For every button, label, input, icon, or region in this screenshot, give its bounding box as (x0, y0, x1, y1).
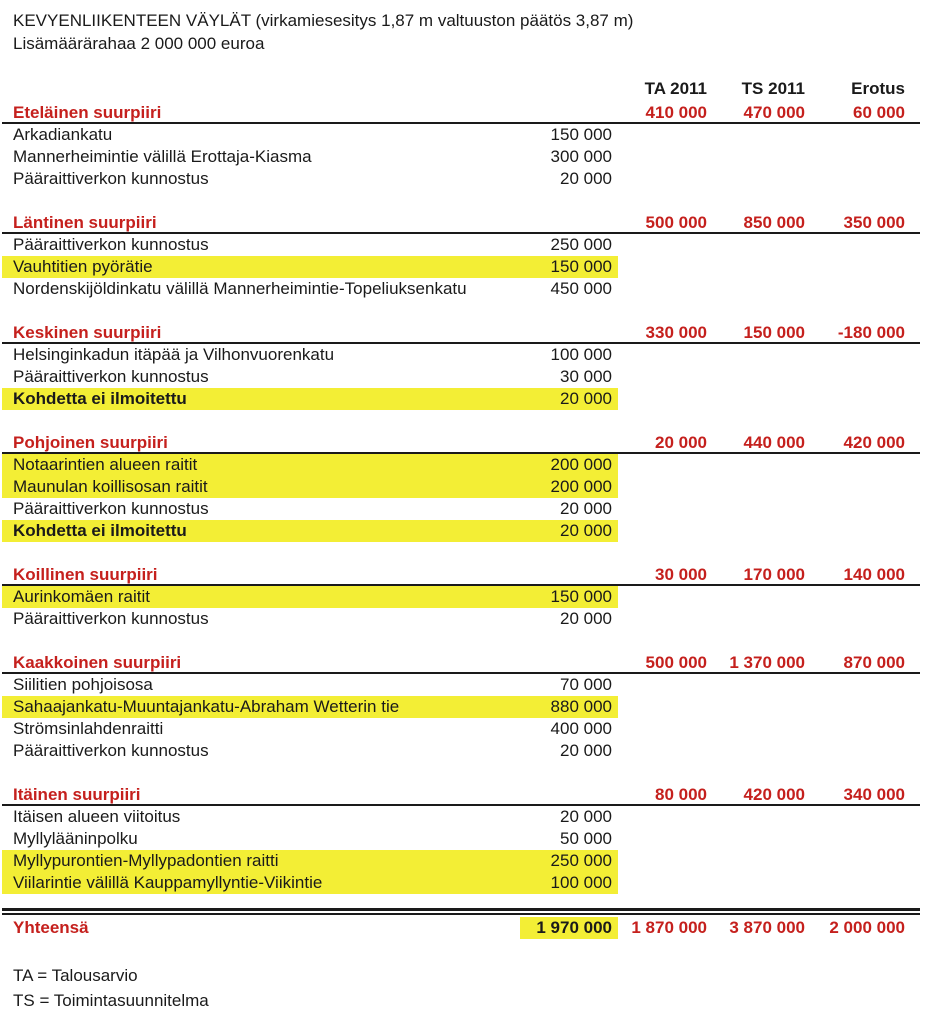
section-header-row (2, 322, 920, 344)
project-amount: 400 000 (550, 719, 612, 738)
project-row (2, 366, 920, 388)
section-ts-value: 170 000 (743, 565, 805, 584)
column-header-row (2, 78, 920, 100)
project-row (2, 124, 920, 146)
section-erotus-value: 60 000 (853, 103, 905, 122)
section-ta-value: 80 000 (655, 785, 707, 804)
section-erotus-value: 340 000 (843, 785, 905, 804)
project-row (2, 718, 920, 740)
section-header-row (2, 652, 920, 674)
section-erotus-value: 870 000 (843, 653, 905, 672)
project-row (2, 256, 920, 278)
section-ta-value: 410 000 (645, 103, 707, 122)
project-amount: 250 000 (550, 235, 612, 254)
section-name: Läntinen suurpiiri (13, 213, 157, 232)
project-row (2, 520, 920, 542)
project-row (2, 476, 920, 498)
project-row (2, 168, 920, 190)
project-amount: 20 000 (520, 520, 618, 542)
project-row (2, 388, 920, 410)
project-name: Arkadiankatu (13, 125, 113, 144)
total-ts-value: 3 870 000 (729, 918, 805, 937)
project-row (2, 344, 920, 366)
project-name: Pääraittiverkon kunnostus (13, 169, 209, 188)
section-ta-value: 330 000 (645, 323, 707, 342)
section-ts-value: 420 000 (743, 785, 805, 804)
section-header-row (2, 102, 920, 124)
project-row (2, 696, 920, 718)
project-name: Helsinginkadun itäpää ja Vilhonvuorenkatu (13, 345, 335, 364)
district-section (2, 212, 920, 300)
section-name: Kaakkoinen suurpiiri (13, 653, 182, 672)
document-subtitle: Lisämäärärahaa 2 000 000 euroa (13, 34, 265, 53)
project-name: Pääraittiverkon kunnostus (13, 499, 209, 518)
project-name: Strömsinlahdenraitti (13, 719, 164, 738)
project-row (2, 828, 920, 850)
total-separator-rule (2, 908, 920, 915)
total-erotus-value: 2 000 000 (829, 918, 905, 937)
section-ts-value: 470 000 (743, 103, 805, 122)
project-name: Aurinkomäen raitit (2, 586, 520, 608)
footnote-ta: TA = Talousarvio (13, 966, 138, 985)
project-name: Pääraittiverkon kunnostus (13, 741, 209, 760)
project-row (2, 740, 920, 762)
section-name: Pohjoinen suurpiiri (13, 433, 168, 452)
project-amount: 20 000 (560, 609, 612, 628)
project-amount: 50 000 (560, 829, 612, 848)
project-row (2, 674, 920, 696)
document-title: KEVYENLIIKENTEEN VÄYLÄT (virkamiesesitys 1,87 m valtuuston päätös 3,87 m) (13, 11, 634, 30)
project-name: Notaarintien alueen raitit (2, 454, 520, 476)
project-amount: 20 000 (560, 169, 612, 188)
district-section (2, 784, 920, 894)
project-amount: 20 000 (520, 388, 618, 410)
project-amount: 880 000 (520, 696, 618, 718)
total-ta-value: 1 870 000 (631, 918, 707, 937)
project-name: Kohdetta ei ilmoitettu (2, 520, 520, 542)
project-name: Sahaajankatu-Muuntajankatu-Abraham Wetterin tie (2, 696, 520, 718)
section-header-row (2, 564, 920, 586)
section-name: Koillinen suurpiiri (13, 565, 158, 584)
section-ts-value: 850 000 (743, 213, 805, 232)
project-row (2, 278, 920, 300)
project-amount: 30 000 (560, 367, 612, 386)
project-row (2, 608, 920, 630)
district-section (2, 564, 920, 630)
project-amount: 20 000 (560, 807, 612, 826)
district-section (2, 322, 920, 410)
project-row (2, 586, 920, 608)
project-name: Viilarintie välillä Kauppamyllyntie-Viikintie (2, 872, 520, 894)
section-ts-value: 1 370 000 (729, 653, 805, 672)
project-amount: 150 000 (520, 586, 618, 608)
project-amount: 150 000 (550, 125, 612, 144)
project-amount: 450 000 (550, 279, 612, 298)
district-section (2, 102, 920, 190)
project-name: Pääraittiverkon kunnostus (13, 235, 209, 254)
section-name: Keskinen suurpiiri (13, 323, 162, 342)
column-header-ts: TS 2011 (741, 79, 805, 98)
project-name: Kohdetta ei ilmoitettu (2, 388, 520, 410)
section-erotus-value: 140 000 (843, 565, 905, 584)
project-name: Siilitien pohjoisosa (13, 675, 153, 694)
sections-container (2, 102, 920, 894)
project-amount: 150 000 (520, 256, 618, 278)
project-row (2, 872, 920, 894)
project-name: Myllylääninpolku (13, 829, 138, 848)
footnote-ts: TS = Toimintasuunnitelma (13, 991, 209, 1010)
column-header-ta: TA 2011 (644, 79, 707, 98)
project-amount: 20 000 (560, 499, 612, 518)
project-amount: 250 000 (520, 850, 618, 872)
section-header-row (2, 432, 920, 454)
project-row (2, 454, 920, 476)
total-highlighted-amount: 1 970 000 (520, 917, 618, 939)
section-ta-value: 30 000 (655, 565, 707, 584)
section-erotus-value: 350 000 (843, 213, 905, 232)
project-name: Maunulan koillisosan raitit (2, 476, 520, 498)
project-row (2, 806, 920, 828)
project-amount: 200 000 (520, 476, 618, 498)
project-row (2, 146, 920, 168)
project-name: Itäisen alueen viitoitus (13, 807, 181, 826)
section-erotus-value: -180 000 (837, 323, 905, 342)
project-name: Nordenskijöldinkatu välillä Mannerheimintie-Topeliuksenkatu (13, 279, 467, 298)
budget-table (2, 78, 920, 939)
project-amount: 100 000 (520, 872, 618, 894)
project-name: Mannerheimintie välillä Erottaja-Kiasma (13, 147, 312, 166)
project-name: Myllypurontien-Myllypadontien raitti (2, 850, 520, 872)
section-header-row (2, 212, 920, 234)
project-amount: 70 000 (560, 675, 612, 694)
footnotes (0, 963, 927, 1013)
district-section (2, 652, 920, 762)
section-ta-value: 20 000 (655, 433, 707, 452)
project-name: Vauhtitien pyörätie (2, 256, 520, 278)
document-header (0, 9, 927, 55)
section-ts-value: 150 000 (743, 323, 805, 342)
total-row (2, 917, 920, 939)
project-amount: 200 000 (520, 454, 618, 476)
section-ta-value: 500 000 (645, 213, 707, 232)
project-row (2, 498, 920, 520)
project-amount: 20 000 (560, 741, 612, 760)
section-name: Itäinen suurpiiri (13, 785, 141, 804)
project-row (2, 850, 920, 872)
section-ts-value: 440 000 (743, 433, 805, 452)
total-label: Yhteensä (13, 918, 89, 937)
section-header-row (2, 784, 920, 806)
project-amount: 100 000 (550, 345, 612, 364)
project-name: Pääraittiverkon kunnostus (13, 609, 209, 628)
section-erotus-value: 420 000 (843, 433, 905, 452)
section-ta-value: 500 000 (645, 653, 707, 672)
district-section (2, 432, 920, 542)
project-row (2, 234, 920, 256)
project-amount: 300 000 (550, 147, 612, 166)
column-header-erotus: Erotus (851, 79, 905, 98)
section-name: Eteläinen suurpiiri (13, 103, 162, 122)
project-name: Pääraittiverkon kunnostus (13, 367, 209, 386)
